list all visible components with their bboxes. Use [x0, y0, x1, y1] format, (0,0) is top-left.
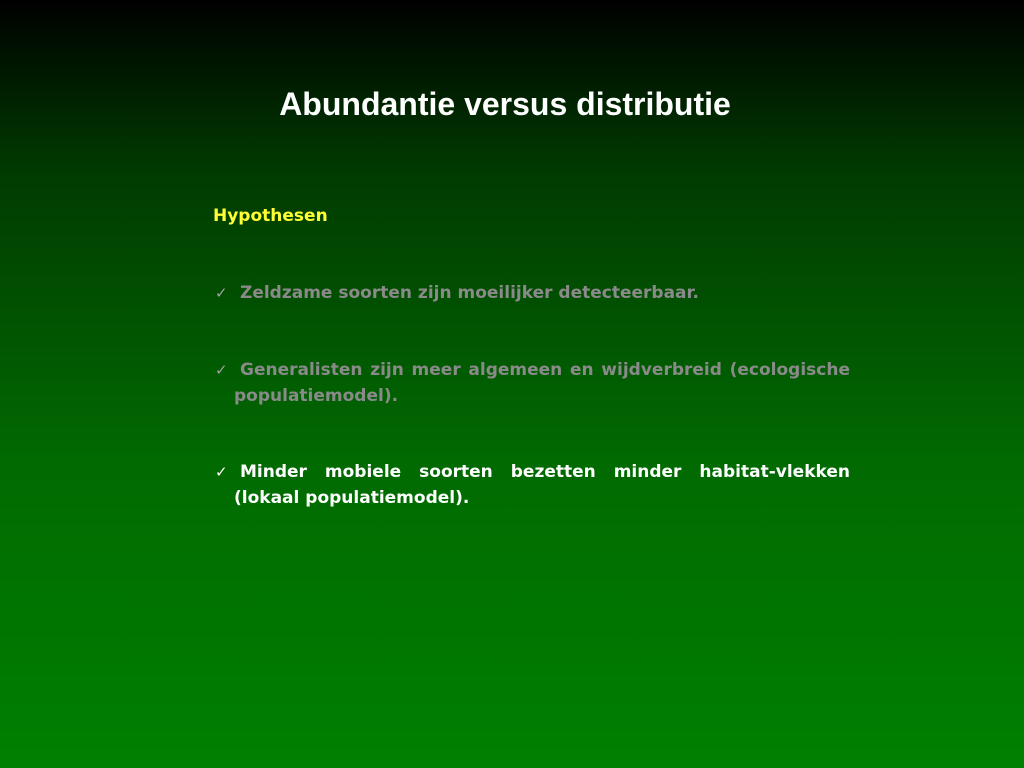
slide-title: Abundantie versus distributie — [279, 86, 731, 122]
section-heading: Hypothesen — [213, 206, 328, 226]
bullet-item — [213, 459, 850, 511]
bullet-text: Zeldzame soorten zijn moeilijker detecteerbaar. — [240, 283, 699, 303]
bullet-item — [213, 280, 850, 306]
bullet-item — [213, 357, 850, 409]
slide-content — [213, 204, 850, 508]
check-icon: ✓ — [215, 284, 228, 302]
check-icon: ✓ — [215, 361, 228, 379]
bullet-text: Generalisten zijn meer algemeen en wijdverbreid (ecologische populatiemodel). — [234, 360, 850, 406]
check-icon: ✓ — [215, 463, 228, 481]
bullet-text: Minder mobiele soorten bezetten minder habitat-vlekken (lokaal populatiemodel). — [234, 462, 850, 508]
